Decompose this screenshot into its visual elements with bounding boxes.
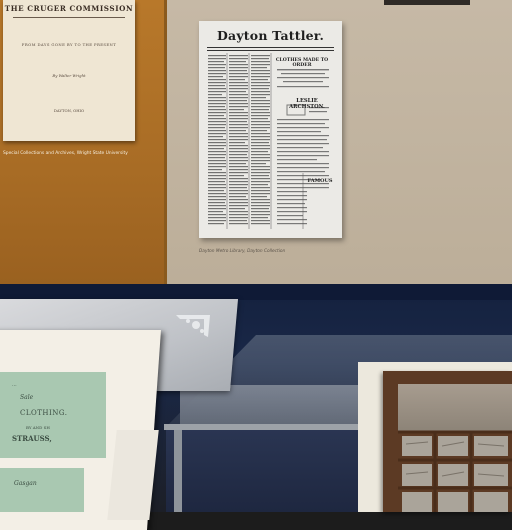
type-tray-compartments (398, 384, 512, 512)
newspaper-masthead: Dayton Tattler. (217, 28, 324, 43)
ticket-text: CLOTHING. (20, 409, 68, 417)
case-post (174, 430, 182, 512)
navy-band (0, 284, 512, 300)
masthead-rule (207, 47, 334, 48)
document-title: THE CRUGER COMMISSION (4, 4, 134, 13)
wall-divider (164, 0, 167, 284)
framed-newspaper (199, 21, 342, 238)
ticket-text: Gasgan (14, 480, 37, 487)
newspaper-headline: FAMOUS (307, 178, 333, 184)
caption-left: Special Collections and Archives, Wright State University (3, 151, 128, 156)
document-byline: By Walter Wright (52, 73, 86, 78)
ticket-text: STRAUSS, (12, 434, 52, 443)
framed-document-left (3, 0, 135, 141)
newspaper-columns (207, 53, 334, 229)
masthead-rule (207, 50, 334, 51)
ticket-text: ... (12, 382, 17, 388)
document-subtitle: FROM DAYS GONE BY TO THE PRESENT (21, 42, 117, 47)
caption-right: Dayton Metro Library, Dayton Collection (199, 249, 286, 254)
green-ticket (0, 468, 84, 512)
document-imprint: DAYTON, OHIO (53, 108, 85, 113)
newspaper-headline: CLOTHES MADE TO ORDER (275, 58, 329, 68)
newspaper-headline: LESLIE ARCHSTON. (289, 98, 325, 110)
lid-ornament-icon (174, 313, 212, 341)
framed-item-top (384, 0, 470, 5)
ticket-text: Sale (20, 394, 34, 401)
ticket-text: BY AND SH (26, 425, 50, 430)
document-rule (13, 17, 125, 18)
